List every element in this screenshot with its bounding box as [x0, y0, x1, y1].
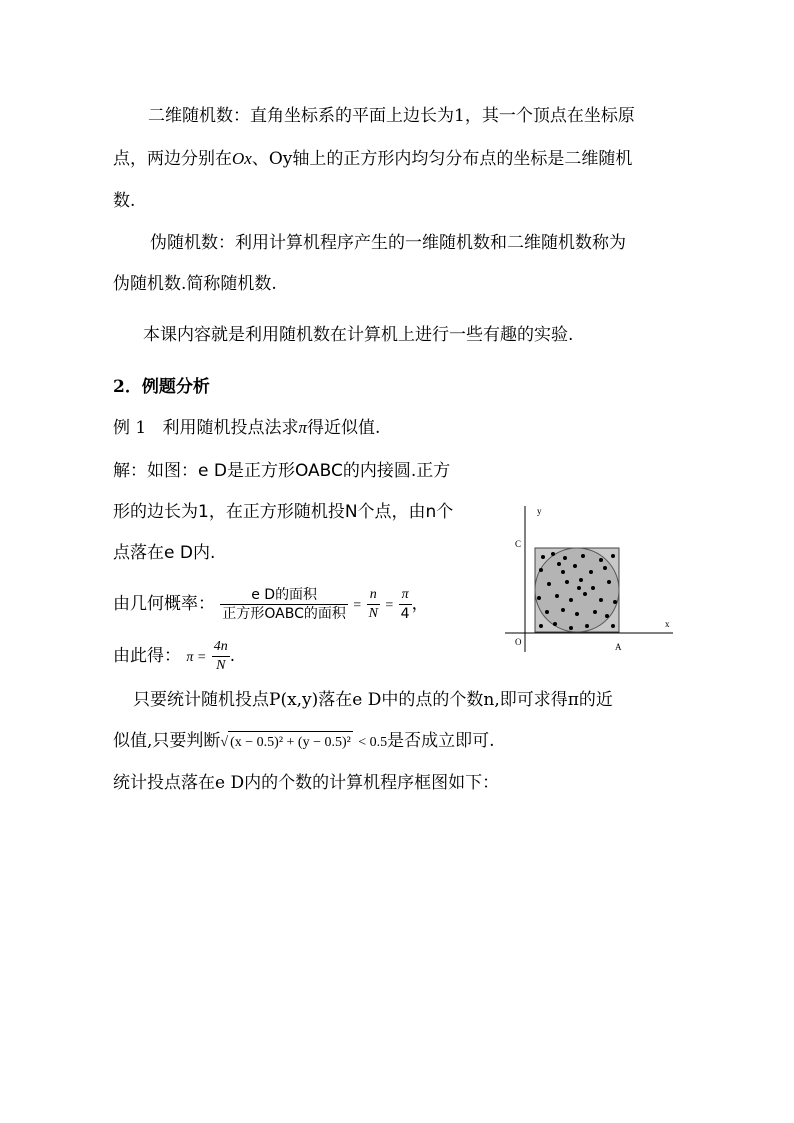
solution-line3: 点落在e D内. [113, 543, 216, 563]
random-dot [583, 592, 587, 596]
result-fraction [212, 638, 230, 675]
n-over-N-fraction [367, 586, 380, 623]
random-dot [565, 580, 569, 584]
random-dot [611, 554, 615, 558]
random-dot [561, 608, 565, 612]
random-dot [581, 554, 585, 558]
area-ratio-denominator: 正方形OABC的面积 [222, 605, 346, 622]
random-dot [539, 568, 543, 572]
equals-sign-2: = [385, 598, 394, 613]
random-dot [561, 570, 565, 574]
random-dots-figure [505, 502, 675, 654]
random-dot [579, 578, 583, 582]
random-dot [569, 626, 573, 630]
area-ratio-numerator: e D的面积 [220, 586, 347, 605]
random-dot [603, 566, 607, 570]
random-dot [537, 596, 541, 600]
origin-label: O [515, 637, 522, 647]
x-axis-label: x [665, 619, 670, 629]
random-dot [557, 562, 561, 566]
area-ratio-fraction [220, 586, 347, 623]
conclusion-line1: 只要统计随机投点P(x,y)落在e D中的点的个数n,即可求得π的近 [133, 690, 613, 710]
example-text-a: 利用随机投点法求 [162, 418, 299, 438]
random-dot [577, 586, 581, 590]
random-dot [591, 586, 595, 590]
para1-line3: 数. [113, 191, 136, 211]
conclusion-line3: 统计投点落在e D内的个数的计算机程序框图如下： [113, 773, 500, 793]
sqrt-radical-icon: √ [220, 735, 229, 750]
sqrt-expression: (x − 0.5)² + (y − 0.5)² [228, 731, 353, 754]
random-dot [599, 558, 603, 562]
para1-line1: 二维随机数：直角坐标系的平面上边长为1，其一个顶点在坐标原 [148, 106, 635, 126]
para1-line2-a: 点，两边分别在 [113, 149, 232, 169]
random-dot [611, 624, 615, 628]
inequality: < 0.5 [358, 735, 388, 750]
para1-line2-b: 、Oy轴上的正方形内均匀分布点的坐标是二维随机 [251, 149, 633, 169]
pi-numerator: π [399, 586, 412, 605]
random-dot [605, 614, 609, 618]
example-text-b: 得近似值. [306, 418, 381, 438]
random-dot [563, 556, 567, 560]
random-dot [573, 564, 577, 568]
solution-line1: 解：如图：e D是正方形OABC的内接圆.正方 [113, 461, 451, 481]
random-dot [613, 600, 617, 604]
pi-over-4-fraction [399, 586, 412, 623]
random-dot [551, 552, 555, 556]
result-numerator: 4n [212, 638, 230, 657]
random-dot [593, 610, 597, 614]
inscribed-circle [535, 548, 619, 632]
random-dot [589, 570, 593, 574]
random-dot [569, 598, 573, 602]
para1-line2 [113, 148, 632, 170]
para2-line2: 伪随机数.简称随机数. [113, 274, 277, 294]
conclusion-line2 [113, 730, 495, 754]
equals-sign-1: = [353, 598, 362, 613]
random-dot [607, 580, 611, 584]
random-dot [539, 624, 543, 628]
N-denominator: N [368, 605, 378, 621]
result-period: . [229, 646, 236, 666]
point-a-label: A [615, 642, 622, 652]
result-lhs: π = [186, 650, 207, 665]
ox-axis-label: Ox [232, 149, 252, 168]
solution-line2: 形的边长为1，在正方形随机投N个点，由n个 [113, 502, 454, 522]
pi-symbol: π [298, 418, 307, 437]
random-dot [545, 610, 549, 614]
n-numerator: n [367, 586, 380, 605]
result-formula [113, 636, 235, 676]
y-axis-label: y [537, 506, 542, 516]
probability-formula [113, 584, 429, 624]
para3: 本课内容就是利用随机数在计算机上进行一些有趣的实验. [143, 325, 574, 345]
random-dot [599, 598, 603, 602]
section-heading: 2．例题分析 [113, 377, 210, 397]
random-dot [547, 582, 551, 586]
conclusion-line2-a: 似值,只要判断 [113, 731, 221, 751]
result-label: 由此得： [113, 646, 181, 666]
random-dot [553, 622, 557, 626]
random-dot [541, 555, 545, 559]
example-label: 例 1 [113, 418, 147, 438]
example-1 [113, 417, 380, 439]
formula-comma: ， [411, 594, 429, 614]
para2-line1: 伪随机数：利用计算机程序产生的一维随机数和二维随机数称为 [150, 233, 626, 253]
random-dot [555, 594, 559, 598]
conclusion-line2-b: 是否成立即可. [387, 731, 495, 751]
result-denominator: N [216, 657, 226, 673]
four-denominator: 4 [400, 605, 410, 622]
prob-label: 由几何概率： [113, 594, 215, 614]
point-c-label: C [515, 539, 522, 549]
random-dot [585, 624, 589, 628]
random-dot [575, 612, 579, 616]
